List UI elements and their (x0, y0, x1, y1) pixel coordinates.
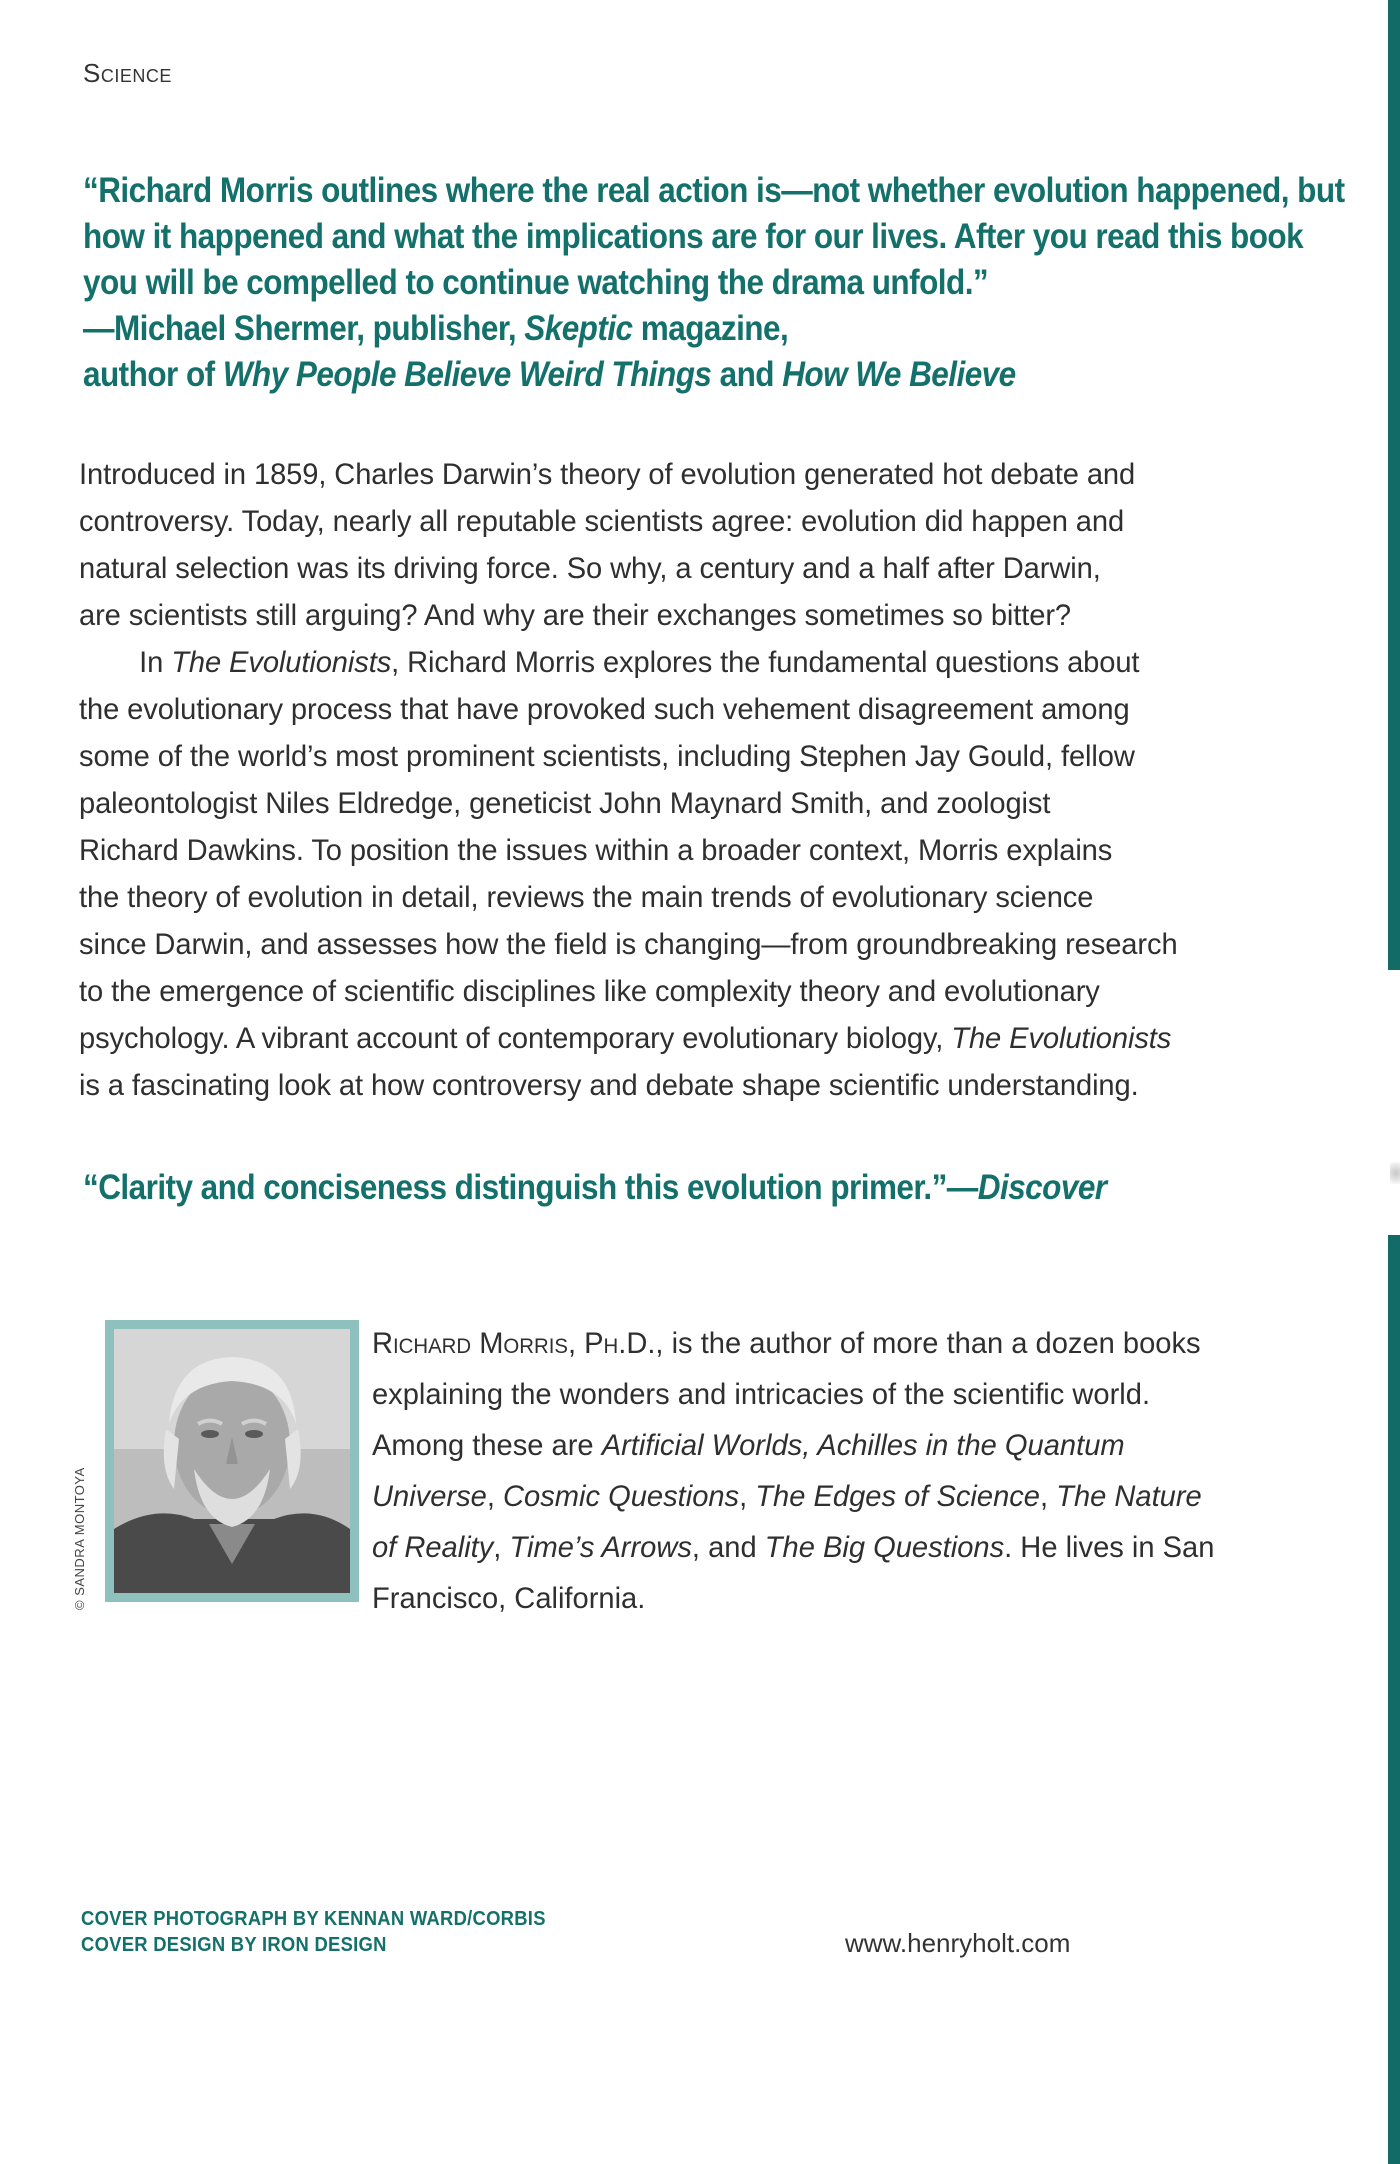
body-line: natural selection was its driving force. So why, a century and a half after Darwin, (79, 552, 1101, 585)
body-line: paleontologist Niles Eldredge, geneticist John Maynard Smith, and zoologist (79, 787, 1051, 820)
bio-line: explaining the wonders and intricacies of the scientific world. (372, 1378, 1151, 1411)
cover-credits (81, 1906, 546, 1958)
description-text (79, 451, 1301, 1109)
portrait-illustration (114, 1329, 350, 1593)
bio-line: Richard Morris, Ph.D., is the author of more than a dozen books (372, 1327, 1201, 1360)
spine-gap (1388, 970, 1400, 1235)
book-title: Why People Believe Weird Things (222, 355, 712, 394)
book-titles: Artificial Worlds, Achilles in the Quantum (601, 1429, 1125, 1462)
review-quote-shermer (83, 168, 1345, 398)
author-portrait-image (114, 1329, 350, 1593)
quote-line: how it happened and what the implications are for our lives. After you read this book (83, 217, 1304, 256)
book-title: The Evolutionists (171, 646, 392, 679)
category-label: Science (83, 58, 172, 88)
body-line: psychology. A vibrant account of contemporary evolutionary biology, The Evolutionists (79, 1022, 1172, 1055)
body-line: the theory of evolution in detail, reviews the main trends of evolutionary science (79, 881, 1094, 914)
review-quote-discover: “Clarity and conciseness distinguish this evolution primer.”—Discover (83, 1168, 1107, 1207)
quote-attribution: —Michael Shermer, publisher, Skeptic magazine, (83, 309, 789, 348)
body-line: Richard Dawkins. To position the issues within a broader context, Morris explains (79, 834, 1113, 867)
bio-line: Universe, Cosmic Questions, The Edges of Science, The Nature (372, 1480, 1202, 1513)
book-title: How We Believe (782, 355, 1016, 394)
author-name: Richard Morris, Ph.D. (372, 1327, 656, 1360)
photo-credit: © SANDRA MONTOYA (72, 1467, 87, 1610)
body-line: is a fascinating look at how controversy and debate shape scientific understanding. (79, 1069, 1139, 1102)
book-title: The Evolutionists (951, 1022, 1172, 1055)
bio-line: Francisco, California. (372, 1582, 646, 1615)
magazine-title: Skeptic (524, 309, 633, 348)
body-line: to the emergence of scientific disciplines like complexity theory and evolutionary (79, 975, 1100, 1008)
body-line: the evolutionary process that have provoked such vehement disagreement among (79, 693, 1130, 726)
quote-line: you will be compelled to continue watching the drama unfold.” (83, 263, 989, 302)
quote-line: “Richard Morris outlines where the real action is—not whether evolution happened, but (83, 171, 1345, 210)
body-line: are scientists still arguing? And why are their exchanges sometimes so bitter? (79, 599, 1072, 632)
spine-mark (1390, 1162, 1400, 1184)
author-bio (372, 1318, 1323, 1624)
bio-line: Among these are Artificial Worlds, Achilles in the Quantum (372, 1429, 1125, 1462)
body-line: Introduced in 1859, Charles Darwin’s theory of evolution generated hot debate and (79, 458, 1136, 491)
body-line: since Darwin, and assesses how the field is changing—from groundbreaking research (79, 928, 1178, 961)
body-line: some of the world’s most prominent scientists, including Stephen Jay Gould, fellow (79, 740, 1135, 773)
author-photo (105, 1320, 359, 1602)
quote-attribution-books: author of Why People Believe Weird Things and How We Believe (83, 355, 1016, 394)
bio-line: of Reality, Time’s Arrows, and The Big Questions. He lives in San (372, 1531, 1215, 1564)
magazine-title: Discover (977, 1168, 1107, 1207)
photo-credit-line: COVER PHOTOGRAPH BY KENNAN WARD/CORBIS (81, 1908, 546, 1930)
body-line: controversy. Today, nearly all reputable scientists agree: evolution did happen and (79, 505, 1125, 538)
design-credit-line: COVER DESIGN BY IRON DESIGN (81, 1934, 387, 1956)
body-line: In The Evolutionists, Richard Morris explores the fundamental questions about (139, 646, 1140, 679)
publisher-url[interactable]: www.henryholt.com (845, 1928, 1071, 1958)
